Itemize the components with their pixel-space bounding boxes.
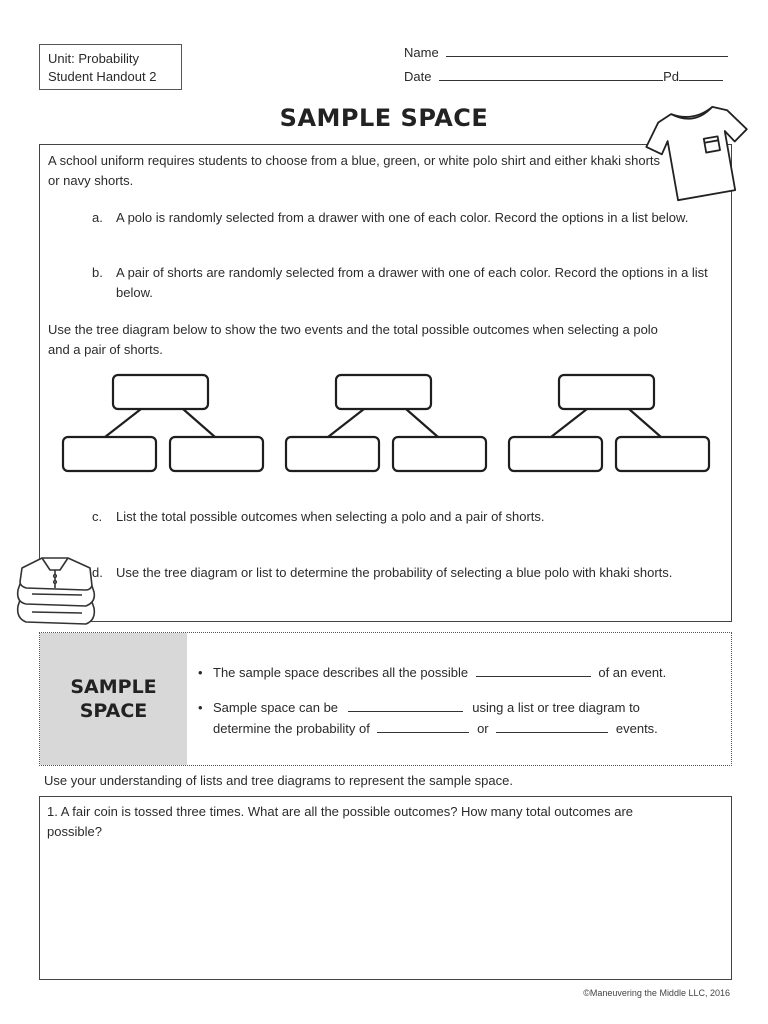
review-bullet-2 — [213, 697, 640, 718]
tree-branch — [629, 409, 661, 437]
item-c-letter: c. — [92, 509, 103, 524]
tree-diagram-1 — [63, 375, 263, 471]
unit-label: Unit: Probability — [48, 51, 140, 66]
item-c-text: List the total possible outcomes when selecting a polo and a pair of shorts. — [116, 509, 545, 524]
tree-branch — [406, 409, 438, 437]
blank-event-type-2[interactable] — [496, 721, 608, 733]
bullet2-text-c: determine the probability of — [213, 721, 370, 736]
pd-label: Pd — [663, 69, 679, 84]
tree-diagram-3 — [509, 375, 709, 471]
review-bullet-1 — [213, 662, 666, 683]
blank-event-type-1[interactable] — [377, 721, 469, 733]
blank-represented[interactable] — [348, 700, 463, 712]
bullet1-text-b: of an event. — [598, 665, 667, 680]
item-b-letter: b. — [92, 265, 103, 280]
tree-leaf-box — [393, 437, 486, 471]
bullet2-text-e: events. — [615, 721, 658, 736]
name-blank[interactable] — [446, 45, 728, 57]
date-blank[interactable] — [439, 69, 663, 81]
copyright-notice: ©Maneuvering the Middle LLC, 2016 — [583, 988, 730, 998]
item-a-text: A polo is randomly selected from a drawer with one of each color. Record the options in a list below. — [116, 210, 689, 225]
date-field[interactable] — [404, 69, 723, 84]
handout-label: Student Handout 2 — [48, 69, 157, 84]
tree-branch — [105, 409, 141, 437]
item-a-letter: a. — [92, 210, 103, 225]
unit-info-box — [39, 44, 182, 90]
tree-leaf-box — [286, 437, 379, 471]
item-b-text: A pair of shorts are randomly selected from a drawer with one of each color. Record the options in a list below. — [116, 265, 708, 300]
tree-branch — [328, 409, 364, 437]
tree-root-box — [113, 375, 208, 409]
item-d-letter: d. — [92, 565, 103, 580]
tree-diagrams — [55, 368, 721, 478]
page-title: SAMPLE SPACE — [279, 104, 489, 132]
question-1-box[interactable] — [39, 796, 732, 980]
bullet2-text-d: or — [477, 721, 489, 736]
review-label — [40, 633, 187, 765]
practice-instruction: Use your understanding of lists and tree diagrams to represent the sample space. — [44, 773, 513, 788]
name-label: Name — [404, 45, 439, 60]
bullet-dot: • — [198, 700, 203, 715]
tree-root-box — [336, 375, 431, 409]
review-bullet-2-cont — [213, 718, 658, 739]
tshirt-icon — [642, 96, 754, 208]
date-label: Date — [404, 69, 432, 84]
tree-leaf-box — [616, 437, 709, 471]
bullet1-text-a: The sample space describes all the possible — [213, 665, 469, 680]
tree-leaf-box — [170, 437, 263, 471]
tree-diagram-2 — [286, 375, 486, 471]
pd-blank[interactable] — [679, 69, 723, 81]
review-label-text: SAMPLE SPACE — [70, 676, 157, 722]
intro-text: A school uniform requires students to choose from a blue, green, or white polo shirt and either khaki shorts or navy shorts. — [48, 153, 661, 188]
blank-outcomes[interactable] — [476, 665, 591, 677]
bullet-dot: • — [198, 665, 203, 680]
tree-root-box — [559, 375, 654, 409]
bullet2-text-a: Sample space can be — [213, 700, 339, 715]
tree-leaf-box — [509, 437, 602, 471]
question-1-text: 1. A fair coin is tossed three times. What are all the possible outcomes? How many total outcomes are possible? — [47, 804, 634, 839]
tree-branch — [551, 409, 587, 437]
name-field[interactable] — [404, 45, 728, 60]
tree-instruction: Use the tree diagram below to show the two events and the total possible outcomes when selecting a polo and a pair of shorts. — [48, 322, 658, 357]
item-d-text: Use the tree diagram or list to determine the probability of selecting a blue polo with khaki shorts. — [116, 565, 673, 580]
tree-branch — [183, 409, 215, 437]
bullet2-text-b: using a list or tree diagram to — [472, 700, 640, 715]
tree-leaf-box — [63, 437, 156, 471]
folded-shirts-icon — [12, 546, 102, 630]
